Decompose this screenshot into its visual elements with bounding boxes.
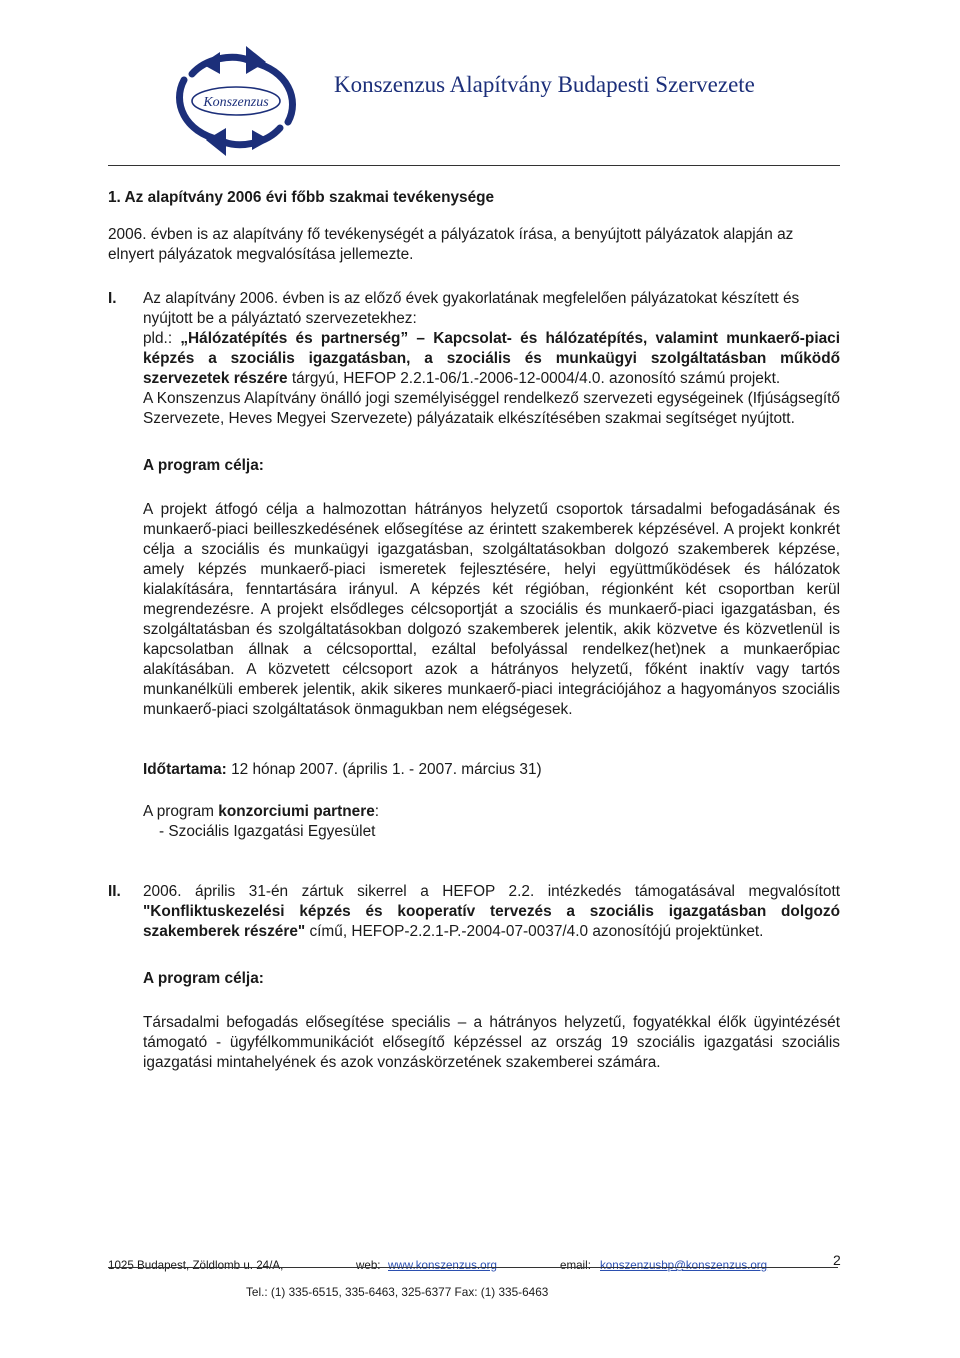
- partner-item: - Szociális Igazgatási Egyesület: [159, 823, 376, 840]
- footer-web-label: web:: [356, 1259, 381, 1272]
- intro-paragraph: 2006. évben is az alapítvány fő tevékenységét a pályázatok írása, a benyújtott pályázatok alapján az elnyert pályázatok megvalósítása jellemezte.: [108, 226, 794, 263]
- konszenzus-logo-icon: [162, 40, 310, 162]
- section-one-intro: Az alapítvány 2006. évben is az előző évek gyakorlatának megfelelően pályázatokat készített és nyújtott be a pályáztató szervezetekhez:: [143, 290, 800, 327]
- partners: [143, 802, 840, 822]
- duration-value: 12 hónap 2007. (április 1. - 2007. március 31): [226, 761, 542, 778]
- document-body: [108, 188, 840, 1073]
- partners-suffix: :: [374, 803, 380, 820]
- section-two-prefix: 2006. április 31-én zártuk sikerrel a HEFOP 2.2. intézkedés támogatásával megvalósított: [143, 883, 840, 900]
- footer-email-link[interactable]: konszenzusbp@konszenzus.org: [600, 1259, 768, 1272]
- section-one-goal-text: A projekt átfogó célja a halmozottan hátrányos helyzetű csoportok társadalmi befogadásának és munkaerő-piaci beilleszkedésének elősegítése az érintett szakemberek képzésével. A projekt konkrét célja a szociális és munkaügyi igazgatásban, szolgáltatásokban dolgozó szakemberek képzése, amely képzés munkaerő-piaci ismeretek fejlesztésére, helyi együttműködések és hálózatok kialakítására, fenntartására irányul. A képzés két régióban, régionként két csoportban kerül megrendezésre. A projekt elsődleges célcsoportját a szociális és munkaerő-piaci igazgatásban, és szolgáltatásban és szolgáltatásokban dolgozó szakemberek jelentik, akik közvetve és közvetlenül is kapcsolatban állnak a célcsoporttal, ezáltal befolyással rendelkez(het)nek a munkaerőpiac alakításában. A közvetett célcsoport azok a hátrányos helyzetű, főként inaktív vagy tartós munkanélküli emberek jelentik, akik sikeres munkaerő-piaci integrációjához a hagyományos szociális munkaerő-piaci szolgáltatások önmagukban nem elégségesek.: [143, 501, 840, 718]
- duration: [143, 760, 840, 780]
- example-suffix: tárgyú, HEFOP 2.2.1-06/1.-2006-12-0004/4.0. azonosító számú projekt.: [287, 370, 781, 387]
- section-two: [108, 882, 840, 1073]
- footer-email-label: email:: [560, 1259, 591, 1272]
- section-one: [108, 289, 840, 842]
- page-number: 2: [833, 1252, 841, 1268]
- section-two-suffix: című, HEFOP-2.2.1-P.-2004-07-0037/4.0 azonosítójú projektünket.: [305, 923, 764, 940]
- partners-prefix: A program: [143, 803, 219, 820]
- logo-text: Konszenzus: [203, 95, 269, 110]
- section-one-numeral: I.: [108, 290, 117, 307]
- section-two-goal-heading: A program célja:: [143, 970, 264, 987]
- document-title: 1. Az alapítvány 2006 évi főbb szakmai tevékenysége: [108, 189, 495, 206]
- section-two-numeral: II.: [108, 883, 121, 900]
- footer-phone-fax: Tel.: (1) 335-6515, 335-6463, 325-6377 Fax: (1) 335-6463: [246, 1285, 549, 1299]
- partners-label: konzorciumi partnere: [218, 803, 375, 820]
- example-prefix: pld.:: [143, 330, 181, 347]
- header-divider: [108, 165, 840, 166]
- example-project-title: „Hálózatépítés és partnerség” – Kapcsolat- és hálózatépítés, valamint munkaerő-piaci képzés a szociális igazgatásban, a szociális és munkaügyi szolgáltatásban működő szervezetek részére: [143, 330, 840, 387]
- organization-name: Konszenzus Alapítvány Budapesti Szervezete: [334, 72, 755, 97]
- section-two-text: [143, 882, 840, 942]
- section-one-support: A Konszenzus Alapítvány önálló jogi személyiséggel rendelkező szervezeti egységeinek (Ifjúságsegítő Szervezete, Heves Megyei Szervezete) pályázataik elkészítésében szakmai segítséget nyújtott.: [143, 390, 840, 427]
- duration-label: Időtartama:: [143, 761, 227, 778]
- footer-divider: [108, 1267, 838, 1268]
- section-one-goal-heading: A program célja:: [143, 457, 264, 474]
- footer-address: 1025 Budapest, Zöldlomb u. 24/A,: [108, 1259, 284, 1272]
- section-two-goal-text: Társadalmi befogadás elősegítése speciális – a hátrányos helyzetű, fogyatékkal élők ügyintézését támogató - ügyfélkommunikációt elősegítő képzéssel az ország 19 szociális igazgatási szociális igazgatási mintahelyének és azok vonzáskörzetének szakemberei számára.: [143, 1014, 840, 1071]
- footer-web-link[interactable]: www.konszenzus.org: [388, 1259, 497, 1272]
- section-one-example: [143, 329, 840, 389]
- section-two-project-title: "Konfliktuskezelési képzés és kooperatív tervezés a szociális igazgatásban dolgozó szakemberek részére": [143, 903, 840, 940]
